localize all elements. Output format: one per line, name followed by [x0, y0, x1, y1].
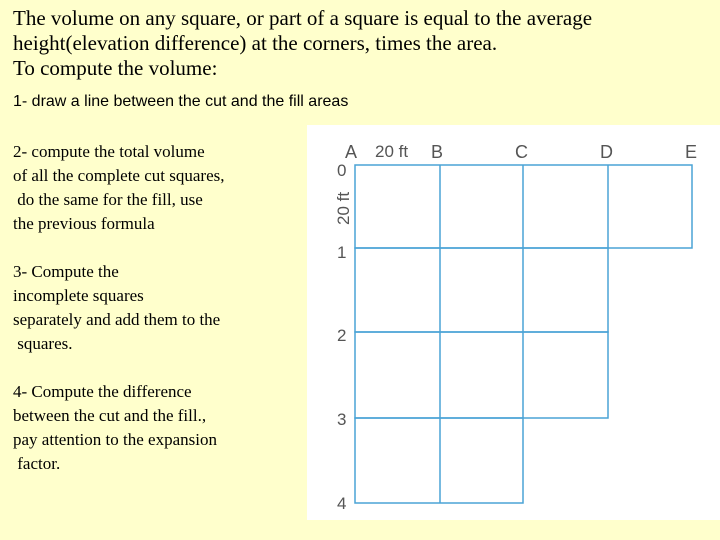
step-3-line: separately and add them to the: [13, 310, 221, 329]
intro-line-1: The volume on any square, or part of a square is equal to the average: [13, 6, 593, 30]
row-label-0: 0: [337, 161, 347, 180]
vertical-spacing-label: 20 ft: [334, 191, 353, 225]
row-label-4: 4: [337, 494, 347, 513]
column-label-c: C: [515, 142, 528, 162]
row-label-3: 3: [337, 410, 347, 429]
intro-text: [13, 6, 713, 81]
step-3-line: squares.: [13, 334, 73, 353]
column-label-a: A: [345, 142, 358, 162]
step-3-line: incomplete squares: [13, 286, 144, 305]
step-4-line: 4- Compute the difference: [13, 382, 192, 401]
step-3-line: 3- Compute the: [13, 262, 119, 281]
step-4-line: pay attention to the expansion: [13, 430, 217, 449]
step-2-line: do the same for the fill, use: [13, 190, 203, 209]
grid-row-1-2: [355, 248, 608, 332]
grid-row-3-4: [355, 418, 523, 503]
row-label-1: 1: [337, 243, 347, 262]
grid-lines: [355, 165, 692, 503]
step-2-line: the previous formula: [13, 214, 155, 233]
steps-list: [13, 140, 298, 500]
grid-svg: [307, 125, 720, 520]
step-2-line: of all the complete cut squares,: [13, 166, 225, 185]
step-3: [13, 260, 298, 356]
column-label-e: E: [685, 142, 698, 162]
step-4: [13, 380, 298, 476]
column-label-d: D: [600, 142, 613, 162]
intro-line-3: To compute the volume:: [13, 56, 218, 80]
column-label-b: B: [431, 142, 444, 162]
step-2-line: 2- compute the total volume: [13, 142, 205, 161]
step-1: 1- draw a line between the cut and the fill areas: [13, 93, 349, 110]
step-4-line: between the cut and the fill.,: [13, 406, 207, 425]
intro-line-2: height(elevation difference) at the corners, times the area.: [13, 31, 498, 55]
grid-row-2-3: [355, 332, 608, 418]
step-2: [13, 140, 298, 236]
grid-diagram: [307, 125, 720, 520]
horizontal-spacing-label: 20 ft: [375, 142, 409, 161]
row-label-2: 2: [337, 326, 347, 345]
step-4-line: factor.: [13, 454, 61, 473]
